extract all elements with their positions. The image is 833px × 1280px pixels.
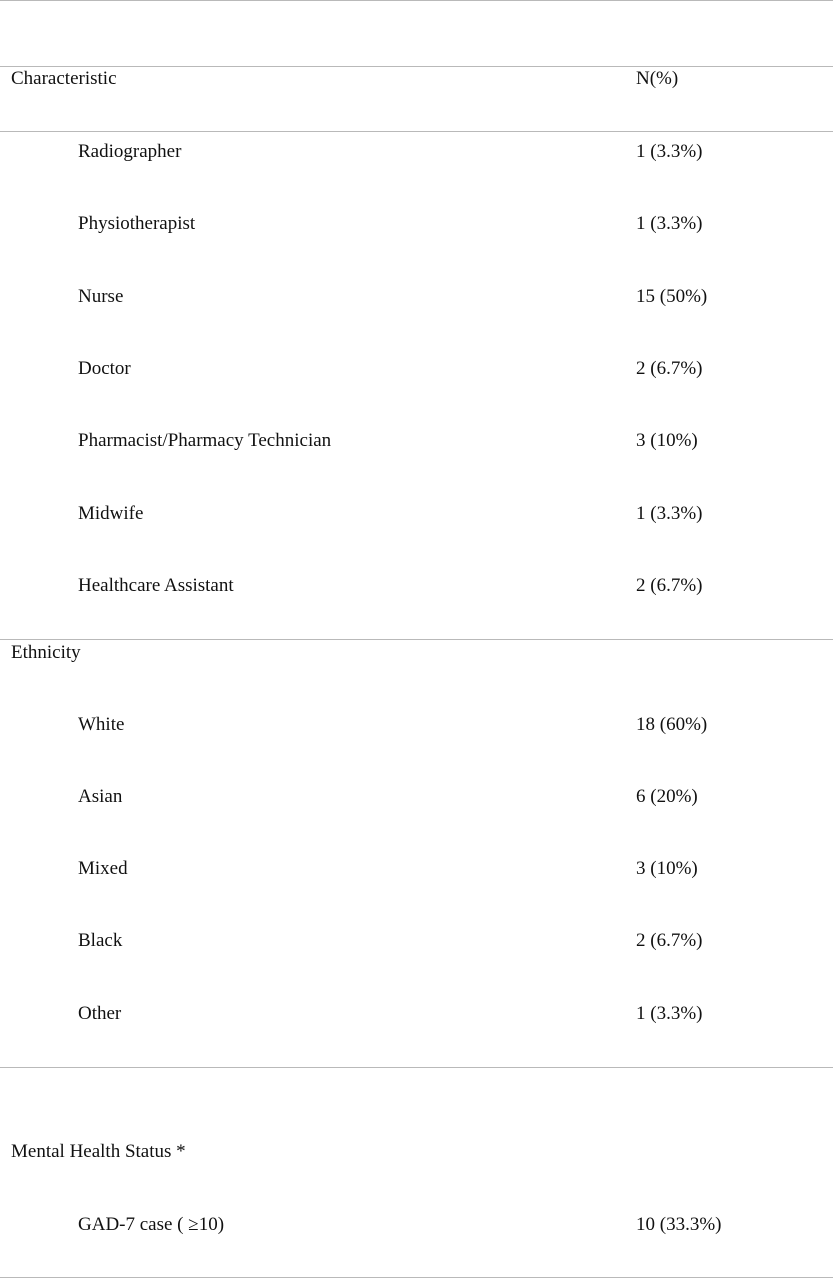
row-label: Asian <box>78 786 123 807</box>
row-value: 2 (6.7%) <box>636 930 703 951</box>
row-label: Nurse <box>78 286 124 307</box>
row-value: 6 (20%) <box>636 786 698 807</box>
row-value: 18 (60%) <box>636 714 708 735</box>
header-bottom-rule <box>0 131 833 132</box>
section-heading-mental-health: Mental Health Status * <box>11 1141 186 1162</box>
ethnicity-section-rule <box>0 639 833 640</box>
row-value: 3 (10%) <box>636 858 698 879</box>
row-value: 2 (6.7%) <box>636 575 703 596</box>
row-label: Doctor <box>78 358 131 379</box>
row-label: Healthcare Assistant <box>78 575 234 596</box>
table-bottom-rule <box>0 1277 833 1278</box>
row-label: White <box>78 714 125 735</box>
row-label: GAD-7 case ( ≥10) <box>78 1214 225 1235</box>
row-label: Radiographer <box>78 141 182 162</box>
row-value: 15 (50%) <box>636 286 708 307</box>
row-label: Mixed <box>78 858 128 879</box>
column-header-n-percent: N(%) <box>636 68 679 89</box>
section-heading-ethnicity: Ethnicity <box>11 642 81 663</box>
row-value: 1 (3.3%) <box>636 141 703 162</box>
row-label: Black <box>78 930 123 951</box>
row-value: 1 (3.3%) <box>636 503 703 524</box>
table-top-rule <box>0 0 833 1</box>
row-label: Physiotherapist <box>78 213 196 234</box>
row-value: 10 (33.3%) <box>636 1214 722 1235</box>
row-label: Midwife <box>78 503 144 524</box>
row-label: Pharmacist/Pharmacy Technician <box>78 430 332 451</box>
row-value: 3 (10%) <box>636 430 698 451</box>
row-value: 1 (3.3%) <box>636 213 703 234</box>
header-top-rule <box>0 66 833 67</box>
column-header-characteristic: Characteristic <box>11 68 117 89</box>
row-label: Other <box>78 1003 122 1024</box>
mental-health-section-rule <box>0 1067 833 1068</box>
row-value: 2 (6.7%) <box>636 358 703 379</box>
row-value: 1 (3.3%) <box>636 1003 703 1024</box>
